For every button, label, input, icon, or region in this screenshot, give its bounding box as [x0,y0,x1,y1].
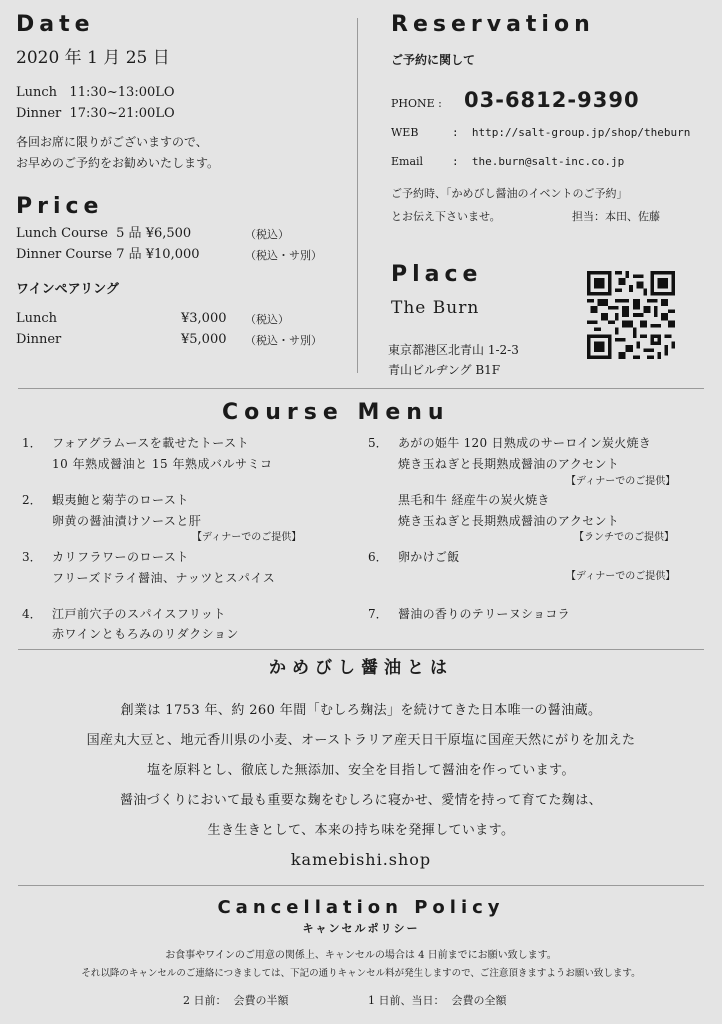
menu-item-5-note: 【ディナーでのご提供】 [566,476,676,487]
lunch-course-price: Lunch Course 5 品 ¥6,500 [16,226,192,241]
cancel-fee-sameday: 1 日前、当日： 会費の全額 [368,994,507,1007]
lunch-hours: Lunch 11:30~13:00LO [16,85,175,100]
qr-code-icon[interactable] [587,271,675,359]
pairing-dinner-label: Dinner [16,332,62,347]
pairing-lunch-price: ¥3,000 [181,311,227,326]
menu-item-5b-detail: 焼き玉ねぎと長期熟成醤油のアクセント [398,514,620,528]
menu-item-2-detail: 卵黄の醤油漬けソースと肝 [52,514,202,528]
lunch-course-tax: （税込） [245,228,289,241]
price-heading: Price [16,194,104,219]
venue-name: The Burn [391,298,480,318]
divider-top [18,388,704,389]
menu-item-5-title: あがの姫牛 120 日熟成のサーロイン炭火焼き [398,436,652,450]
menu-item-2-title: 蝦夷鮑と菊芋のロースト [52,493,189,507]
date-note-line2: お早めのご予約をお勧めいたします。 [16,156,220,170]
column-divider [357,18,358,373]
dinner-course-tax: （税込・サ別） [245,249,322,262]
menu-item-7-num: 7． [368,607,388,621]
reservation-heading: Reservation [391,12,595,37]
menu-item-5-detail: 焼き玉ねぎと長期熟成醤油のアクセント [398,457,620,471]
cancel-heading: Cancellation Policy [217,897,505,918]
pairing-dinner-price: ¥5,000 [181,332,227,347]
cancel-line-2: それ以降のキャンセルのご連絡につきましては、下記の通りキャンセル料が発生しますので、ご注意頂きますようお願い致します。 [81,968,641,979]
menu-item-5b-title: 黒毛和牛 経産牛の炭火焼き [398,493,550,507]
menu-item-4-title: 江戸前穴子のスパイスフリット [52,607,226,621]
menu-item-6-note: 【ディナーでのご提供】 [566,571,676,582]
about-line-3: 塩を原料とし、徹底した無添加、安全を目指して醤油を作っています。 [147,763,575,778]
menu-item-3-detail: フリーズドライ醤油、ナッツとスパイス [52,571,276,585]
pairing-lunch-tax: （税込） [245,313,289,326]
menu-item-1-num: 1． [22,436,42,450]
cancel-fee-2days: 2 日前： 会費の半額 [183,994,289,1007]
menu-item-4-detail: 赤ワインともろみのリダクション [52,627,239,641]
cancel-line-1: お食事やワインのご用意の関係上、キャンセルの場合は 4 日前までにお願い致します。 [165,950,557,961]
reservation-note-line1: ご予約時、「かめびし醤油のイベントのご予約」 [391,187,628,200]
menu-item-3-num: 3． [22,550,42,564]
about-heading: かめびし醤油とは [269,658,453,678]
menu-item-6-num: 6． [368,550,388,564]
menu-item-1-detail: 10 年熟成醤油と 15 年熟成バルサミコ [52,457,273,471]
web-link[interactable]: : http://salt-group.jp/shop/theburn [452,126,691,139]
menu-item-3-title: カリフラワーのロースト [52,550,189,564]
about-line-2: 国産丸大豆と、地元香川県の小麦、オーストラリア産天日干原塩に国産天然にがりを加えた [86,733,636,748]
web-label: WEB [391,126,419,139]
dinner-hours: Dinner 17:30~21:00LO [16,106,175,121]
phone-number[interactable]: 03-6812-9390 [464,88,640,112]
date-note-line1: 各回お席に限りがございますので、 [16,135,208,149]
pairing-dinner-tax: （税込・サ別） [245,334,322,347]
about-line-4: 醤油づくりにおいて最も重要な麹をむしろに寝かせ、愛情を持って育てた麹は、 [119,793,602,808]
cancel-subheading: キャンセルポリシー [302,922,420,935]
email-label: Email [391,155,424,168]
menu-item-5b-note: 【ランチでのご提供】 [574,532,674,543]
address-line1: 東京都港区北青山 1-2-3 [388,343,519,357]
menu-item-2-num: 2． [22,493,42,507]
place-heading: Place [391,262,483,287]
menu-item-2-note: 【ディナーでのご提供】 [192,532,302,543]
date-heading: Date [16,12,95,37]
about-line-5: 生き生きとして、本来の持ち味を発揮しています。 [207,823,515,838]
divider-bottom [18,885,704,886]
staff-names: 担当：本田、佐藤 [572,210,660,223]
phone-label: PHONE : [391,97,442,110]
about-line-1: 創業は 1753 年、約 260 年間「むしろ麹法」を続けてきた日本唯一の醤油蔵。 [120,703,602,718]
event-date: 2020 年 1 月 25 日 [16,48,170,68]
address-line2: 青山ビルヂング B1F [388,363,501,377]
menu-item-6-title: 卵かけご飯 [398,550,460,564]
reservation-note-line2: とお伝え下さいませ。 [391,210,501,223]
email-link[interactable]: : the.burn@salt-inc.co.jp [452,155,625,168]
divider-middle [18,649,704,650]
menu-item-7-title: 醤油の香りのテリーヌショコラ [398,607,570,621]
menu-item-5-num: 5． [368,436,388,450]
menu-item-4-num: 4． [22,607,42,621]
wine-pairing-title: ワインペアリング [16,282,119,297]
dinner-course-price: Dinner Course 7 品 ¥10,000 [16,247,200,262]
pairing-lunch-label: Lunch [16,311,58,326]
course-menu-heading: Course Menu [222,400,450,425]
kamebishi-url[interactable]: kamebishi.shop [290,850,432,869]
reservation-intro: ご予約に関して [391,53,476,67]
menu-item-1-title: フォアグラムースを載せたトースト [52,436,250,450]
